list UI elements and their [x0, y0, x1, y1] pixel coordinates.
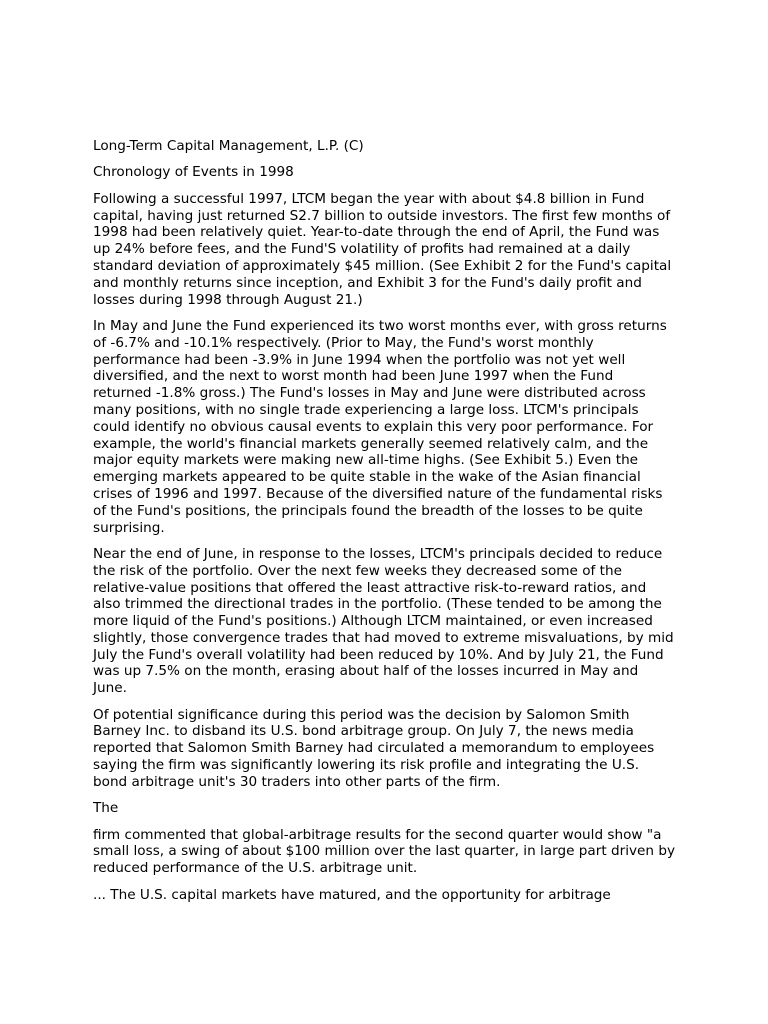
document-title: Long-Term Capital Management, L.P. (C)	[93, 138, 364, 154]
paragraph: The	[93, 800, 119, 817]
paragraph: Near the end of June, in response to the losses, LTCM's principals decided to reduce the risk of the portfolio. Over the next few weeks they decreased some of the relative-value positions that offered the least attractive risk-to-reward ratios, and also trimmed the directional trades in the portfolio. (These tended to be among the more liquid of the Fund's positions.) Although LTCM maintained, or even increased slightly, those convergence trades that had moved to extreme misvaluations, by mid July the Fund's overall volatility had been reduced by 10%. And by July 21, the Fund was up 7.5% on the month, erasing about half of the losses incurred in May and June.	[93, 545, 674, 697]
paragraph: Of potential significance during this period was the decision by Salomon Smith Barney Inc. to disband its U.S. bond arbitrage group. On July 7, the news media reported that Salomon Smith Barney had circulated a memorandum to employees saying the firm was significantly lowering its risk profile and integrating the U.S. bond arbitrage unit's 30 traders into other parts of the firm.	[93, 706, 655, 790]
paragraph: firm commented that global-arbitrage results for the second quarter would show "a small loss, a swing of about $100 million over the last quarter, in large part driven by reduced performance of the U.S. arbitrage unit.	[93, 826, 675, 877]
paragraph: In May and June the Fund experienced its two worst months ever, with gross returns of -6.7% and -10.1% respectively. (Prior to May, the Fund's worst monthly performance had been -3.9% in June 1994 when the portfolio was not yet well diversified, and the next to worst month had been June 1997 when the Fund returned -1.8% gross.) The Fund's losses in May and June were distributed across many positions, with no single trade experiencing a large loss. LTCM's principals could identify no obvious causal events to explain this very poor performance. For example, the world's financial markets generally seemed relatively calm, and the major equity markets were making new all-time highs. (See Exhibit 5.) Even the emerging markets appeared to be quite stable in the wake of the Asian financial crises of 1996 and 1997. Because of the diversified nature of the fundamental risks of the Fund's positions, the principals found the breadth of the losses to be quite surprising.	[93, 317, 667, 536]
document-page	[93, 138, 675, 913]
paragraph: ... The U.S. capital markets have matured, and the opportunity for arbitrage	[93, 886, 611, 903]
document-subtitle: Chronology of Events in 1998	[93, 164, 294, 181]
paragraph: Following a successful 1997, LTCM began the year with about $4.8 billion in Fund capital, having just returned S2.7 billion to outside investors. The first few months of 1998 had been relatively quiet. Year-to-date through the end of April, the Fund was up 24% before fees, and the Fund'S volatility of profits had remained at a daily standard deviation of approximately $45 million. (See Exhibit 2 for the Fund's capital and monthly returns since inception, and Exhibit 3 for the Fund's daily profit and losses during 1998 through August 21.)	[93, 190, 672, 308]
